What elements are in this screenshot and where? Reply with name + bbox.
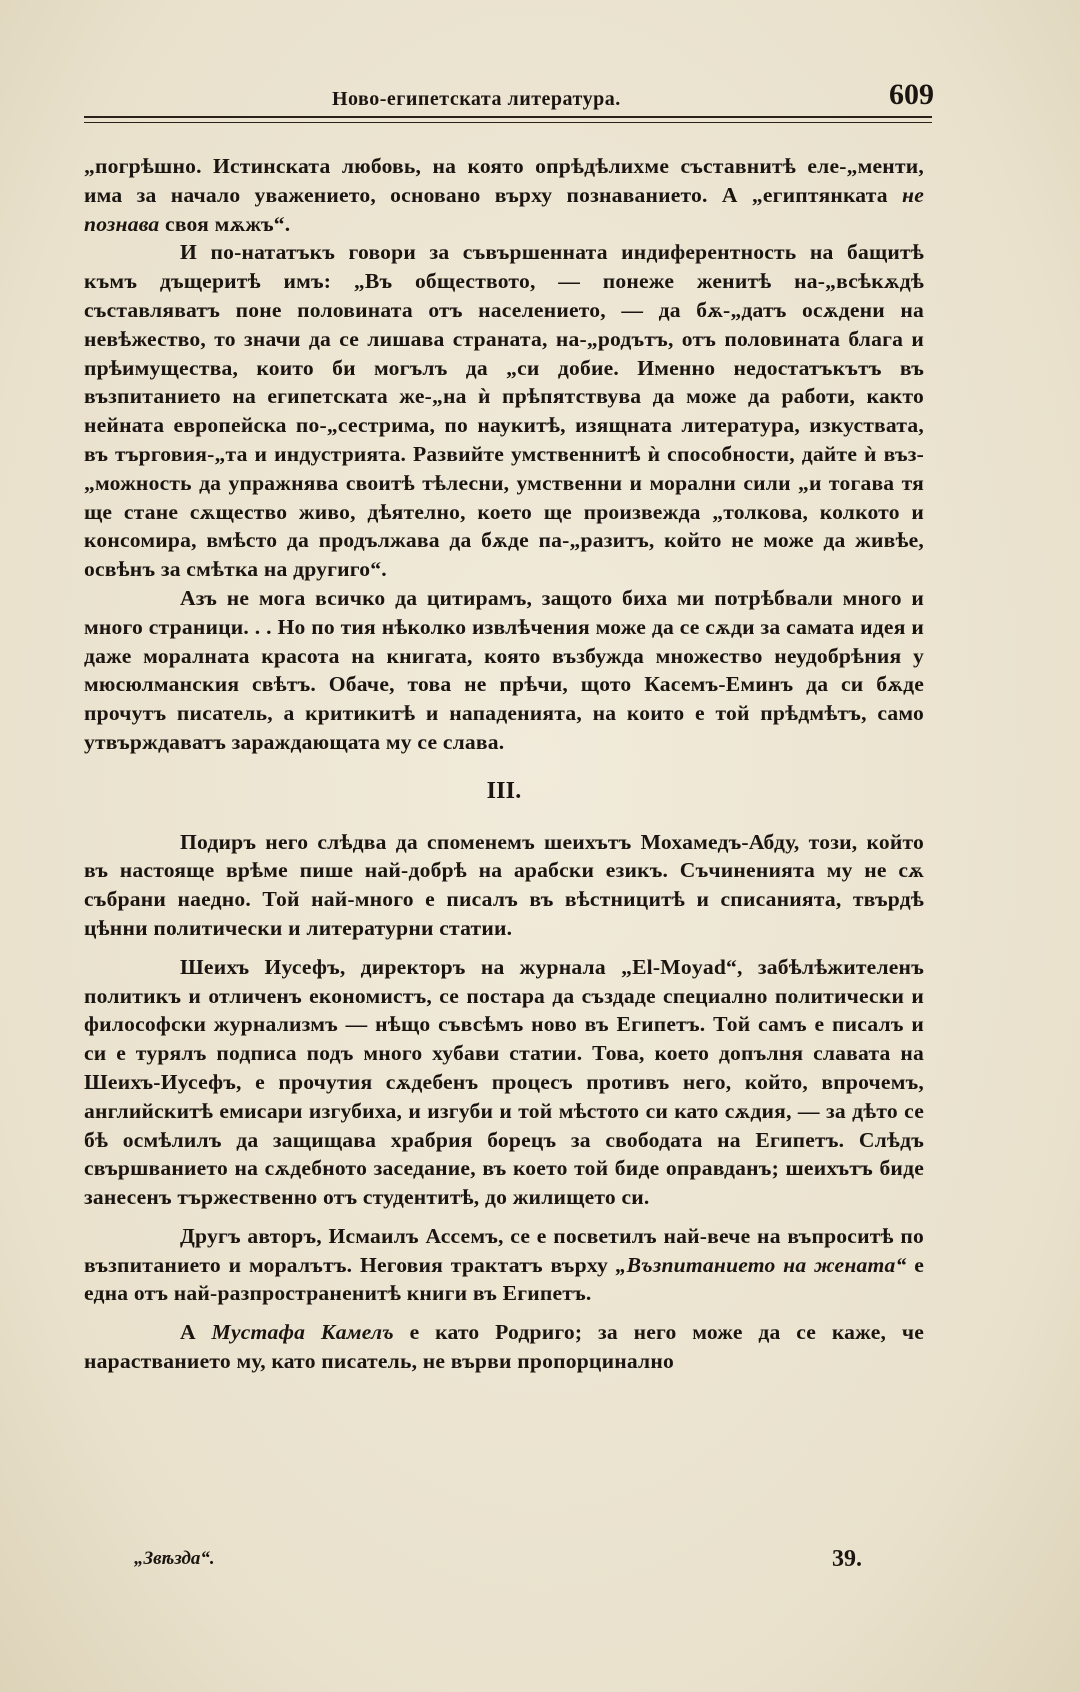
- person-name: Мустафа Камелъ: [211, 1320, 394, 1345]
- page-number: 609: [889, 78, 934, 111]
- footer-signature: „Звѣзда“.: [134, 1548, 215, 1569]
- paragraph-quote-end: „погрѣшно. Истинската любовь, на която опрѣдѣлихме съставнитѣ еле-„менти, има за начало уважението, основано върху познаванието. А „египтянката не познава своя мѫжъ“.: [84, 154, 924, 236]
- header-rule-thick: [84, 116, 932, 118]
- paragraph-indifference: И по-нататъкъ говори за съвършенната индиферентность на бащитѣ къмъ дъщеритѣ имъ: „Въ обществото, — понеже женитѣ на-„всѣкѫдѣ съставляватъ поне половината отъ населението, — да бѫ-„датъ осѫдени на невѣжество, то значи да се лишава страната, на-„родътъ, отъ половината блага и прѣимущества, които би могълъ да „си добие. Именно недостатъкътъ въ възпитанието на египетската же-„на ѝ прѣпятствува да може да работи, както нейната европейска по-„сестрима, по наукитѣ, изящната литература, изкуствата, въ търговия-„та и индустрията. Развийте умственнитѣ ѝ способности, дайте ѝ въз-„можность да упражнява своитѣ тѣлесни, умственни и морални сили „и тогава тя ще стане сѫщество живо, дѣятелно, което ще произвежда „толкова, колкото и консомира, вмѣсто да продължава да бѫде па-„разитъ, който не може да живѣе, освѣнъ за смѣтка на другиго“.: [84, 240, 924, 582]
- paragraph-sheikh-yusuf: Шеихъ Иусефъ, директоръ на журнала „El-Moyad“, забѣлѣжителенъ политикъ и отличенъ економистъ, се постара да създаде специално политически и философски журнализмъ — нѣщо съвсѣмъ ново въ Египетъ. Той самъ е писалъ и си е турялъ подписа подъ много хубави статии. Това, което допълня славата на Шеихъ-Иусефъ, е прочутия сѫдебенъ процесъ противъ него, който, впрочемъ, английскитѣ емисари изгубиха, и изгуби и той мѣстото си като сѫдия, — за дѣто се бѣ осмѣлилъ да защищава храбрия борецъ за свободата на Египетъ. Слѣдъ свършванието на сѫдебното заседание, въ което той биде оправданъ; шеихътъ биде занесенъ тържественно отъ студентитѣ, до жилището си.: [84, 954, 924, 1210]
- footer-signature-mark: 39.: [832, 1546, 862, 1572]
- book-title: „Възпитанието на жената“: [615, 1252, 907, 1277]
- running-head: [84, 78, 936, 118]
- paragraph-mustafa-kamel: А Мустафа Камелъ е като Родриго; за него може да се каже, че нарастванието му, като писатель, не върви пропорцинално: [84, 1320, 925, 1374]
- section-heading: III.: [486, 777, 522, 804]
- emphasis-text: не познава: [84, 182, 924, 236]
- paragraph-citation: Азъ не мога всичко да цитирамъ, защото биха ми потрѣбвали много и много страници. . . Но по тия нѣколко извлѣчения може да се сѫди за самата идея и даже моралната красота на книгата, която възбужда множество неудобрѣния у мюсюлманския свѣтъ. Обаче, това не прѣчи, щото Касемъ-Еминъ да си бѫде прочутъ писатель, а критикитѣ и нападенията, на които е той прѣдмѣтъ, само утвърждаватъ зараждающата му се слава.: [84, 585, 924, 754]
- header-rule-thin: [84, 122, 932, 123]
- page-footer: [84, 1548, 924, 1582]
- paragraph-mohamed-abdu: Подиръ него слѣдва да споменемъ шеихътъ Мохамедъ-Абду, този, който въ настояще врѣме пише най-добрѣ на арабски езикъ. Съчиненията му не сѫ събрани наедно. Той най-много е писалъ въ вѣстницитѣ и списанията, твърдѣ цѣнни политически и литературни статии.: [84, 829, 924, 940]
- running-title: Ново-египетската литература.: [332, 88, 621, 110]
- body-text: [84, 152, 924, 1376]
- paragraph-ismail-assem: Другъ авторъ, Исмаилъ Ассемъ, се е посветилъ най-вече на въпроситѣ по възпитанието и моралътъ. Неговия трактатъ върху „Възпитанието на жената“ е една отъ най-разпространенитѣ книги въ Египетъ.: [84, 1223, 924, 1306]
